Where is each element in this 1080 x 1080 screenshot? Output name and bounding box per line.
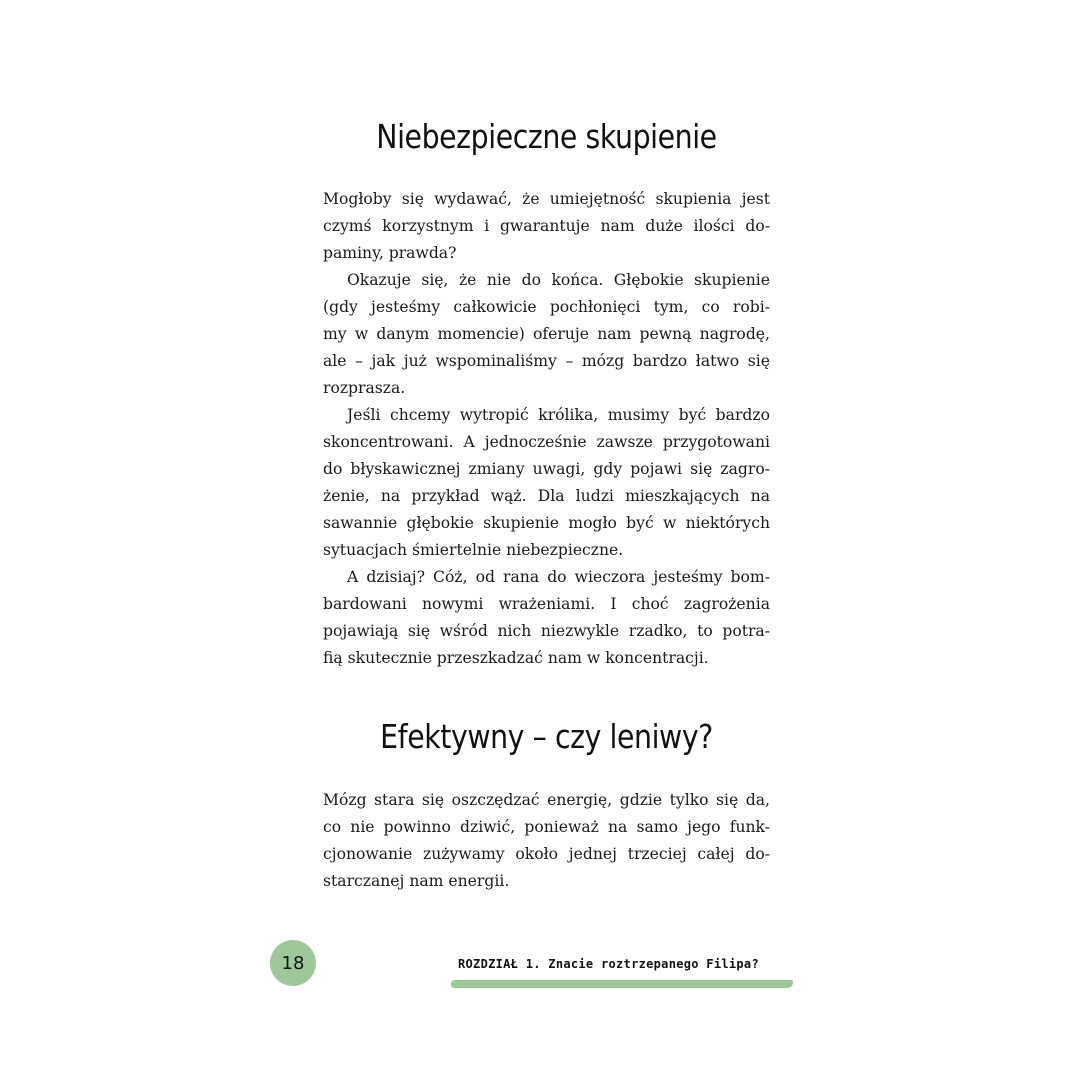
body-line: Mózg stara się oszczędzać energię, gdzie tylko się da, [323, 791, 770, 809]
body-line: co nie powinno dziwić, ponieważ na samo jego funk- [323, 818, 770, 836]
body-line: my w danym momencie) oferuje nam pewną nagrodę, [323, 325, 770, 343]
body-line: rozprasza. [323, 379, 406, 397]
section-heading-1: Niebezpieczne skupienie [376, 117, 717, 156]
body-line: sawannie głębokie skupienie mogło być w niektórych [323, 514, 770, 532]
body-line: cjonowanie zużywamy około jednej trzeciej całej do- [323, 845, 770, 863]
body-line: Mogłoby się wydawać, że umiejętność skupienia jest [323, 190, 770, 208]
body-line: do błyskawicznej zmiany uwagi, gdy pojawi się zagro- [323, 460, 770, 478]
body-line: starczanej nam energii. [323, 872, 510, 890]
page-number-badge [270, 940, 316, 986]
body-line: bardowani nowymi wrażeniami. I choć zagrożenia [323, 595, 770, 613]
body-line: skoncentrowani. A jednocześnie zawsze przygotowani [323, 433, 770, 451]
body-line: czymś korzystnym i gwarantuje nam duże ilości do- [323, 217, 770, 235]
body-line: ale – jak już wspominaliśmy – mózg bardzo łatwo się [323, 352, 770, 370]
page-number: 18 [281, 952, 305, 974]
body-line: żenie, na przykład wąż. Dla ludzi mieszkających na [323, 487, 770, 505]
body-line: fią skutecznie przeszkadzać nam w koncentracji. [323, 649, 709, 667]
running-head-underline [451, 980, 793, 988]
body-line: (gdy jesteśmy całkowicie pochłonięci tym, co robi- [323, 298, 770, 316]
body-line: paminy, prawda? [323, 244, 457, 262]
body-line: Okazuje się, że nie do końca. Głębokie skupienie [347, 271, 770, 289]
body-line: sytuacjach śmiertelnie niebezpieczne. [323, 541, 624, 559]
body-line: A dzisiaj? Cóż, od rana do wieczora jesteśmy bom- [347, 568, 770, 586]
body-line: Jeśli chcemy wytropić królika, musimy być bardzo [347, 406, 770, 424]
section-heading-2: Efektywny – czy leniwy? [380, 717, 713, 756]
body-line: pojawiają się wśród nich niezwykle rzadko, to potra- [323, 622, 770, 640]
running-head: ROZDZIAŁ 1. Znacie roztrzepanego Filipa? [458, 957, 759, 971]
